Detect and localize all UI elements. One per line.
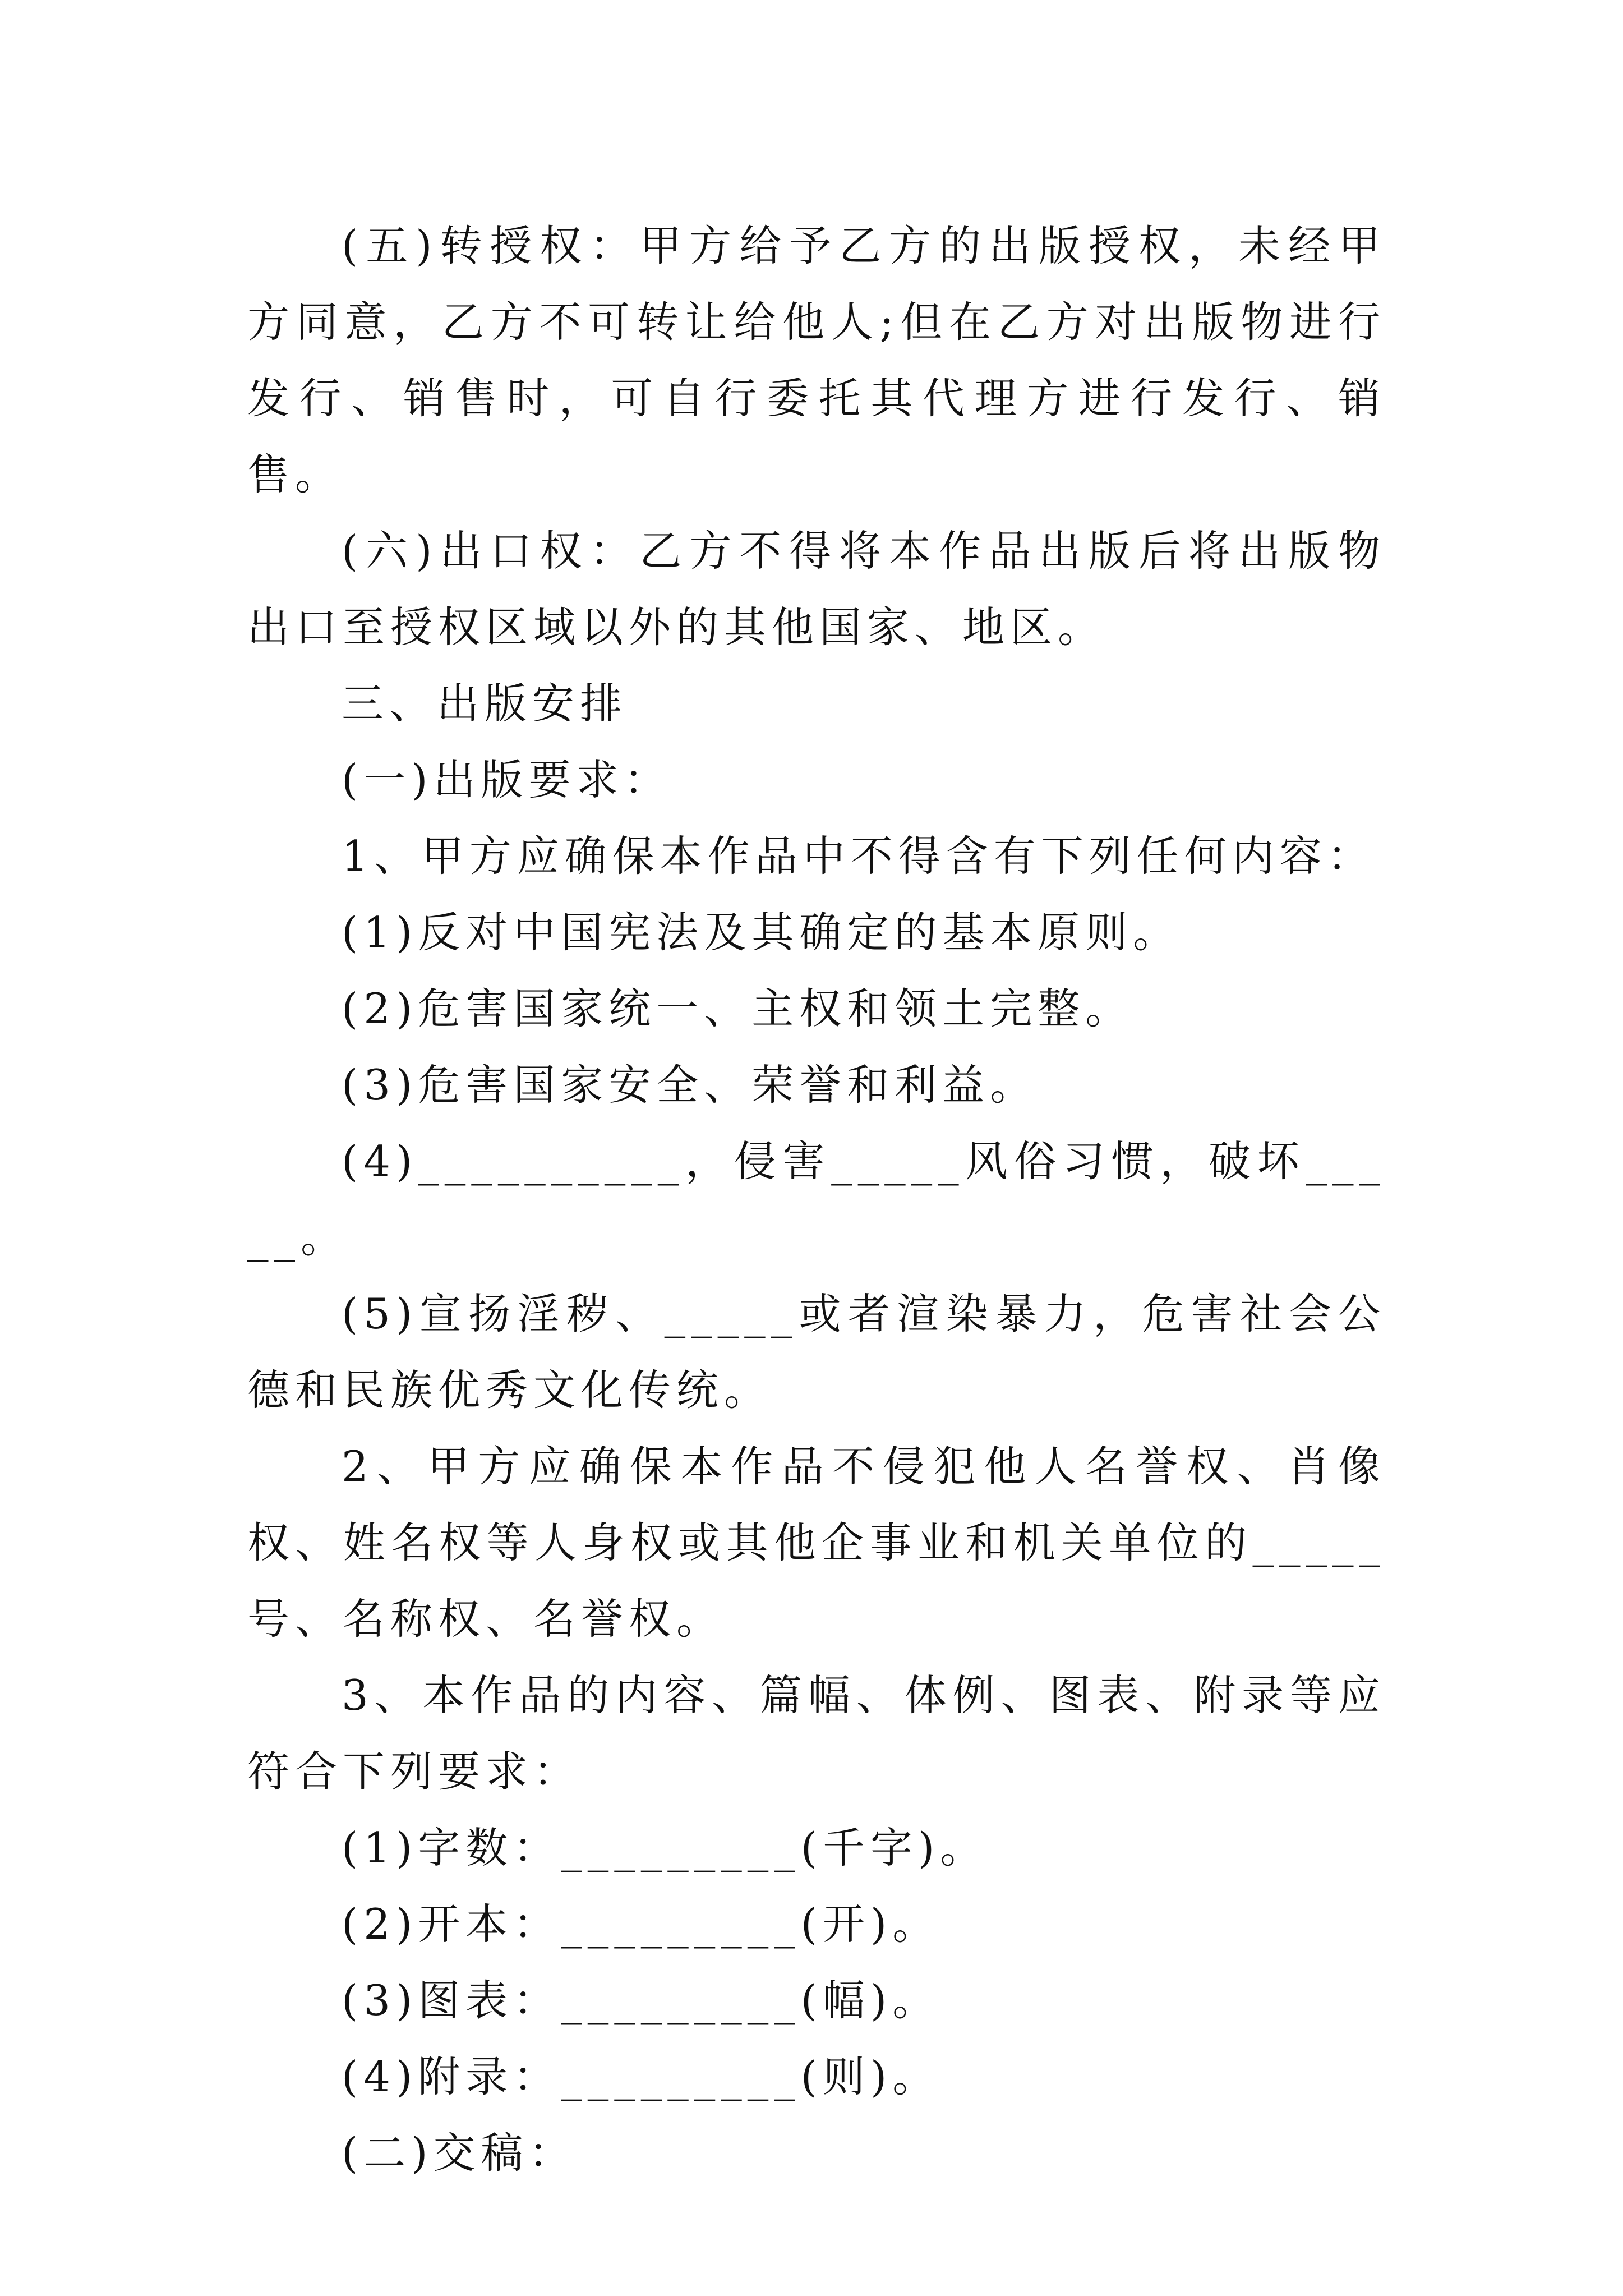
- subsection-heading-submission: (二)交稿：: [342, 2128, 577, 2178]
- subsection-heading-requirements: (一)出版要求：: [342, 755, 672, 804]
- paragraph-format-requirements: 3、本作品的内容、篇幅、体例、图表、附录等应符合下列要求：: [247, 1671, 1386, 1796]
- list-item-5: (5)宣扬淫秽、_____或者渲染暴力，危害社会公德和民族优秀文化传统。: [247, 1289, 1386, 1415]
- paragraph-content-restrictions: 1、甲方应确保本作品中不得含有下列任何内容：: [342, 831, 1375, 881]
- paragraph-rights-guarantee: 2、甲方应确保本作品不侵犯他人名誉权、肖像权、姓名权等人身权或其他企事业和机关单位的_____号、名称权、名誉权。: [247, 1442, 1386, 1644]
- section-heading-publishing: 三、出版安排: [342, 679, 628, 728]
- list-item-1: (1)反对中国宪法及其确定的基本原则。: [342, 908, 1181, 957]
- document-body: [247, 208, 1386, 2191]
- list-item-4: (4)__________，侵害_____风俗习惯，破坏_____。: [247, 1137, 1386, 1262]
- list-item-2: (2)危害国家统一、主权和领土完整。: [342, 984, 1133, 1033]
- list-item-3: (3)危害国家安全、荣誉和利益。: [342, 1060, 1038, 1110]
- requirement-appendix: (4)附录：_________(则)。: [342, 2052, 940, 2101]
- requirement-word-count: (1)字数：_________(千字)。: [342, 1823, 988, 1872]
- requirement-format-size: (2)开本：_________(开)。: [342, 1899, 940, 1949]
- paragraph-sublicense: (五)转授权：甲方给予乙方的出版授权，未经甲方同意，乙方不可转让给他人;但在乙方对出版物进行发行、销售时，可自行委托其代理方进行发行、销售。: [247, 221, 1386, 499]
- requirement-charts: (3)图表：_________(幅)。: [342, 1976, 940, 2025]
- paragraph-export-right: (六)出口权：乙方不得将本作品出版后将出版物出口至授权区域以外的其他国家、地区。: [247, 526, 1386, 652]
